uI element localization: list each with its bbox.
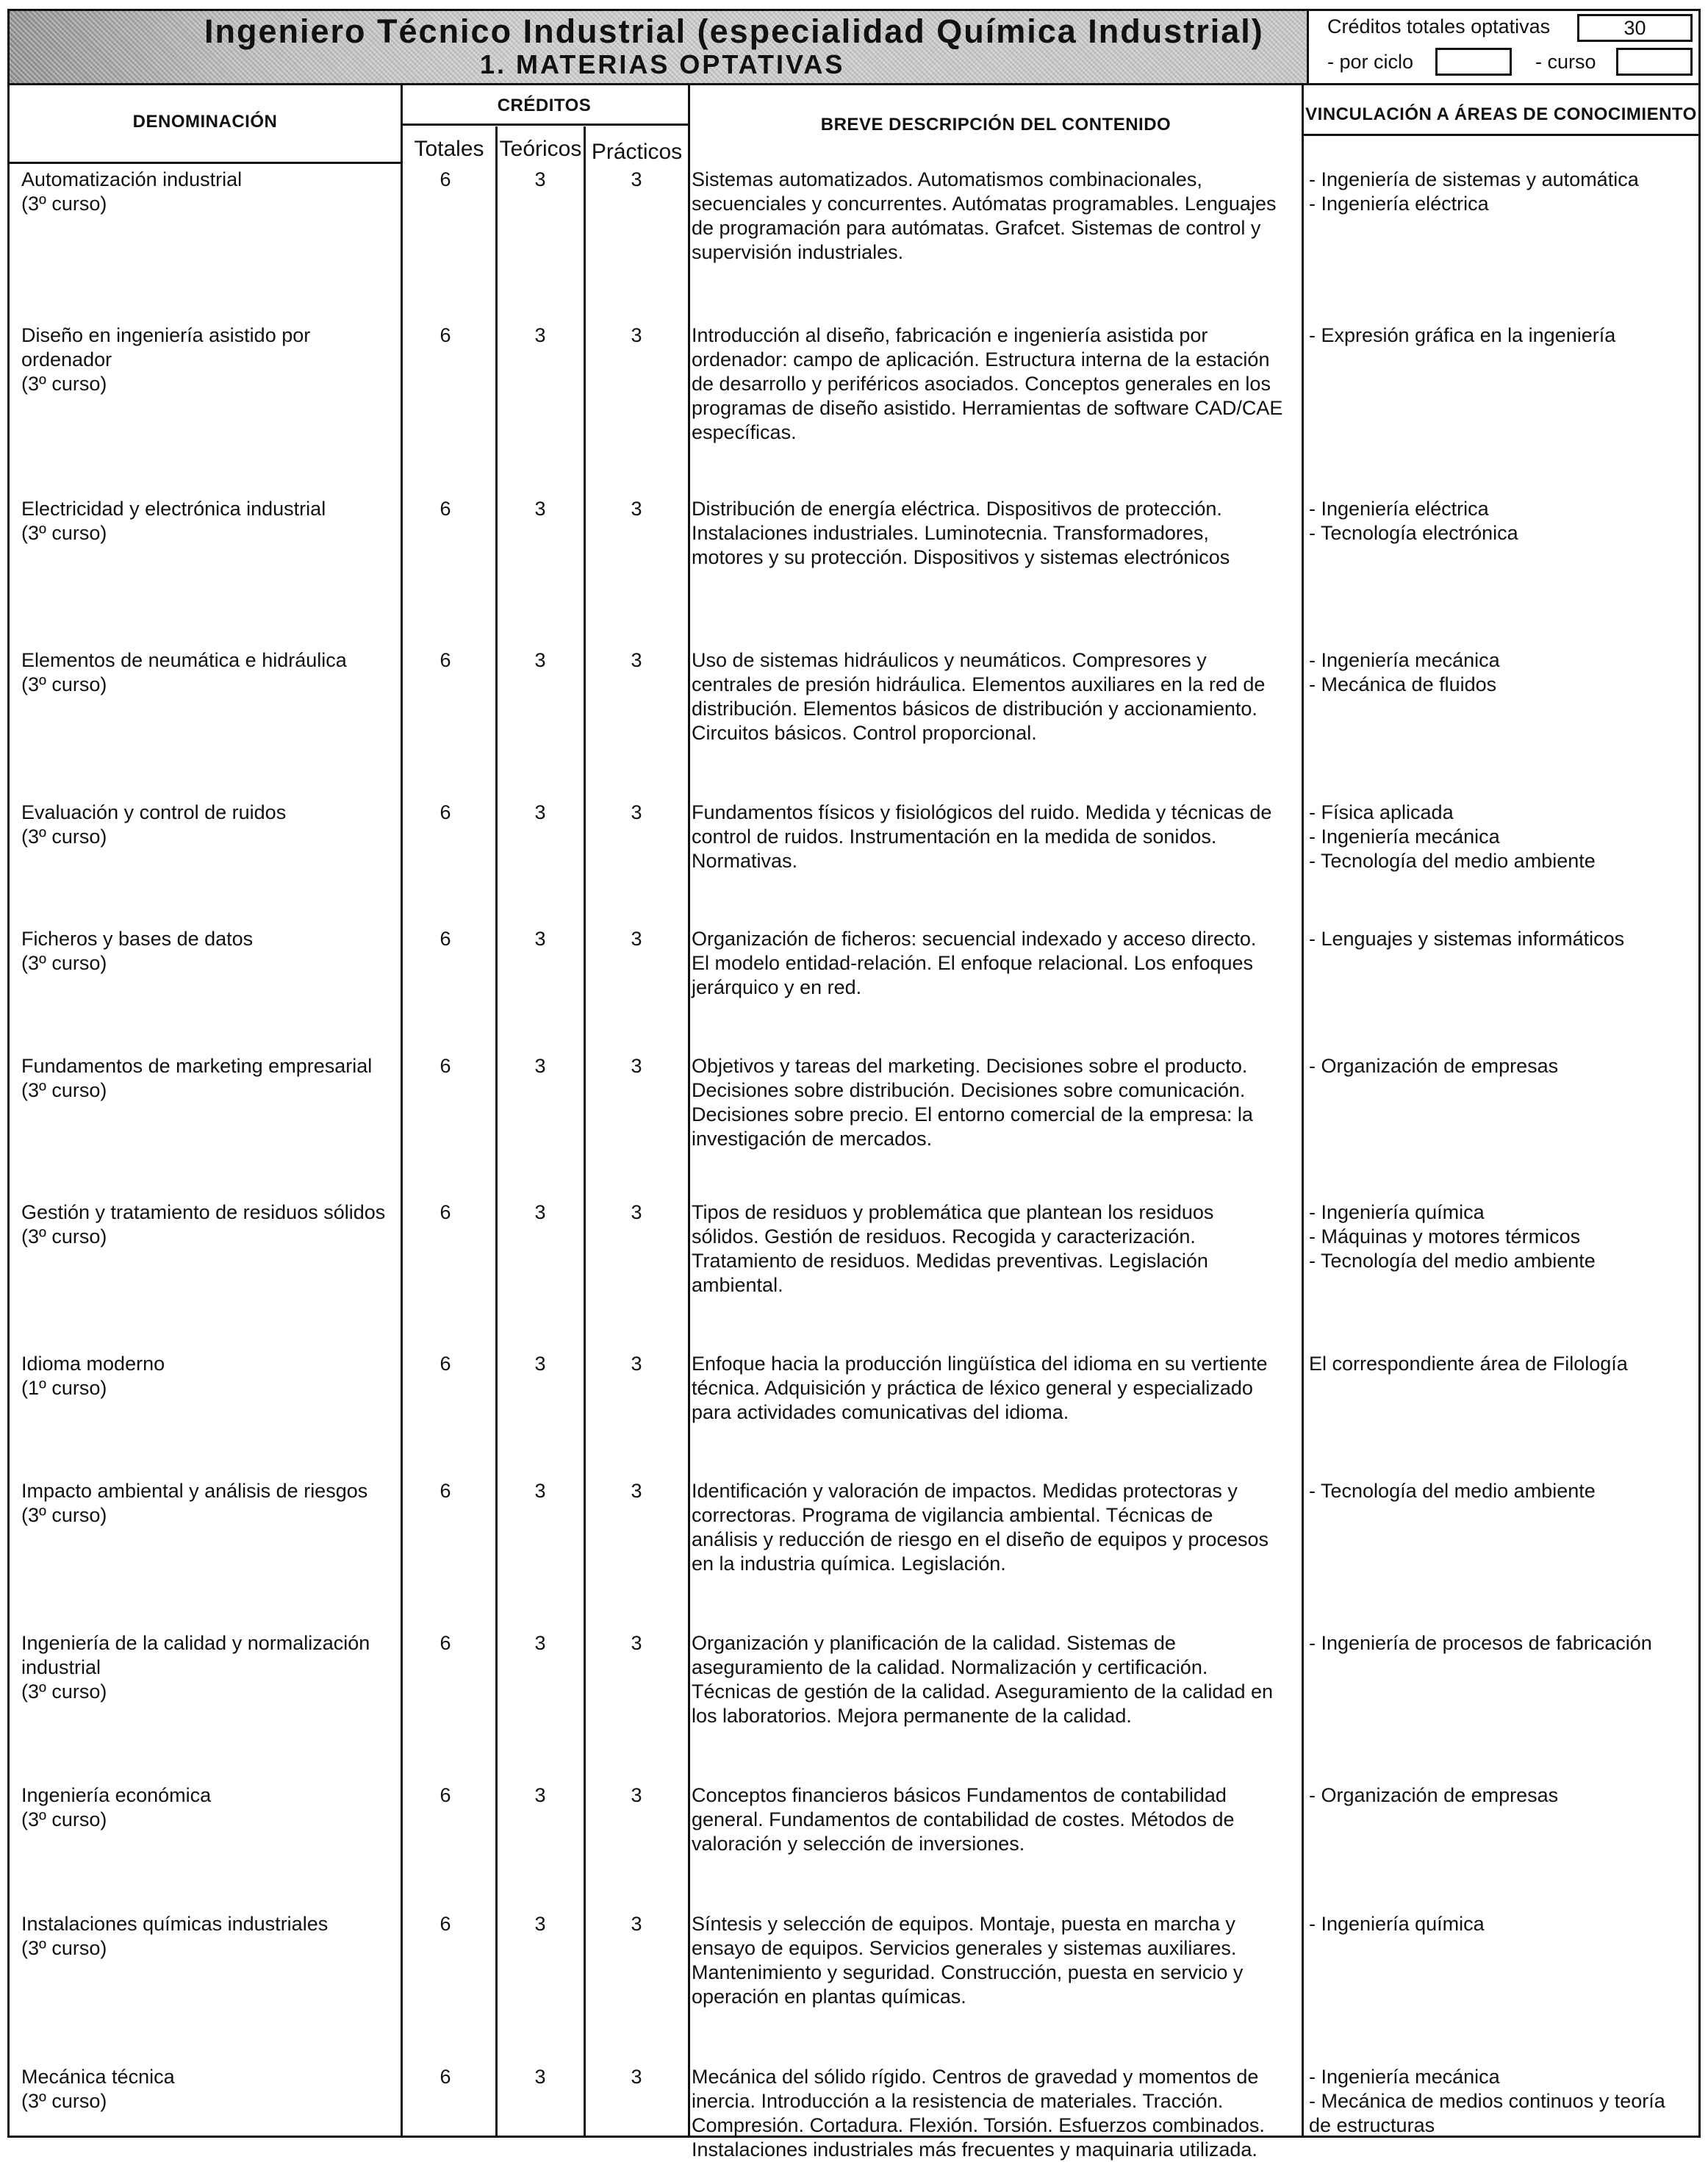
subject-name — [21, 1352, 403, 1400]
knowledge-area-item: - Máquinas y motores térmicos — [1309, 1225, 1581, 1248]
description-line: ordenador: campo de aplicación. Estructura interna de la estación — [692, 348, 1270, 371]
subject-name — [21, 927, 403, 976]
subject-curso: (3º curso) — [21, 952, 107, 974]
description-line: Instalaciones industriales más frecuentes y maquinaria utilizada. — [692, 2138, 1257, 2161]
description-line: motores y su protección. Dispositivos y sistemas electrónicos — [692, 546, 1230, 568]
description-line: los laboratorios. Mejora permanente de la calidad. — [692, 1705, 1132, 1727]
creditos-teoricos: 3 — [534, 1353, 546, 1375]
curso-label: - curso — [1535, 51, 1596, 73]
knowledge-area-item: de estructuras — [1309, 2114, 1435, 2136]
creditos-teoricos: 3 — [534, 1632, 546, 1654]
subject-curso: (1º curso) — [21, 1377, 107, 1399]
knowledge-area-item: - Ingeniería química — [1309, 1201, 1485, 1223]
subject-curso: (3º curso) — [21, 522, 107, 544]
description-line: Fundamentos físicos y fisiológicos del ruido. Medida y técnicas de — [692, 801, 1272, 823]
subject-name — [21, 1479, 403, 1528]
col-divider — [495, 126, 498, 2136]
knowledge-areas — [1309, 648, 1691, 697]
description-line: Tipos de residuos y problemática que plantean los residuos — [692, 1201, 1214, 1223]
description-line: programas de diseño asistido. Herramientas de software CAD/CAE — [692, 397, 1283, 419]
creditos-teoricos: 3 — [534, 1913, 546, 1935]
subject-name — [21, 1631, 403, 1704]
description-line: secuenciales y concurrentes. Autómatas programables. Lenguajes — [692, 193, 1277, 215]
creditos-totales: 6 — [439, 801, 451, 823]
description-line: control de ruidos. Instrumentación en la medida de sonidos. — [692, 826, 1217, 848]
document-title: Ingeniero Técnico Industrial (especialidad Química Industrial) — [204, 12, 1264, 50]
description-line: Organización de ficheros: secuencial indexado y acceso directo. — [692, 928, 1257, 950]
subject-curso: (3º curso) — [21, 373, 107, 395]
document-page — [7, 9, 1701, 2161]
creditos-totales: 6 — [439, 1913, 451, 1935]
description-line: Instalaciones industriales. Luminotecnia. Transformadores, — [692, 522, 1209, 544]
creditos-practicos: 3 — [631, 1480, 642, 1502]
knowledge-area-item: - Ingeniería mecánica — [1309, 649, 1500, 671]
description-line: Decisiones sobre precio. El entorno comercial de la empresa: la — [692, 1103, 1253, 1125]
description-line: ensayo de equipos. Servicios generales y sistemas auxiliares. — [692, 1937, 1237, 1959]
description-line: Mantenimiento y seguridad. Construcción, puesta en servicio y — [692, 1961, 1244, 1983]
subject-name — [21, 801, 403, 849]
description-line: ambiental. — [692, 1274, 783, 1296]
subject-curso: (3º curso) — [21, 1079, 107, 1101]
knowledge-area-item: - Ingeniería eléctrica — [1309, 498, 1489, 520]
knowledge-area-item: - Organización de empresas — [1309, 1055, 1559, 1077]
subject-name-line: industrial — [21, 1656, 101, 1678]
description-line: Distribución de energía eléctrica. Dispositivos de protección. — [692, 498, 1222, 520]
description-line: Uso de sistemas hidráulicos y neumáticos. Compresores y — [692, 649, 1207, 671]
subject-name — [21, 1200, 403, 1249]
subject-name-line: Fundamentos de marketing empresarial — [21, 1055, 373, 1077]
header-rule — [10, 162, 401, 164]
subject-name-line: Electricidad y electrónica industrial — [21, 498, 326, 520]
column-header-denominacion: DENOMINACIÓN — [132, 112, 278, 132]
knowledge-areas — [1309, 497, 1691, 545]
subject-description — [692, 168, 1294, 265]
description-line: general. Fundamentos de contabilidad de costes. Métodos de — [692, 1808, 1235, 1830]
creditos-practicos: 3 — [631, 801, 642, 823]
description-line: supervisión industriales. — [692, 241, 904, 263]
subject-curso: (3º curso) — [21, 2090, 107, 2112]
knowledge-areas — [1309, 1054, 1691, 1078]
creditos-practicos: 3 — [631, 1055, 642, 1077]
creditos-practicos: 3 — [631, 2066, 642, 2088]
description-line: Síntesis y selección de equipos. Montaje, puesta en marcha y — [692, 1913, 1235, 1935]
description-line: de desarrollo y periféricos asociados. Conceptos generales en los — [692, 373, 1271, 395]
subject-name-line: Ficheros y bases de datos — [21, 928, 254, 950]
subject-name-line: Automatización industrial — [21, 168, 243, 190]
description-line: distribución. Elementos básicos de distribución y accionamiento. — [692, 698, 1257, 720]
por-ciclo-label: - por ciclo — [1327, 51, 1414, 73]
description-line: Mecánica del sólido rígido. Centros de gravedad y momentos de — [692, 2066, 1259, 2088]
description-line: sólidos. Gestión de residuos. Recogida y caracterización. — [692, 1225, 1196, 1248]
subject-name — [21, 648, 403, 697]
subject-name — [21, 1783, 403, 1832]
creditos-practicos: 3 — [631, 498, 642, 520]
creditos-totales: 6 — [439, 1055, 451, 1077]
description-line: Organización y planificación de la calidad. Sistemas de — [692, 1632, 1176, 1654]
subjects-table — [7, 85, 1701, 2161]
description-line: jerárquico y en red. — [692, 976, 862, 998]
description-line: investigación de mercados. — [692, 1128, 933, 1150]
knowledge-area-item: - Lenguajes y sistemas informáticos — [1309, 928, 1625, 950]
creditos-practicos: 3 — [631, 928, 642, 950]
knowledge-area-item: - Física aplicada — [1309, 801, 1454, 823]
knowledge-areas — [1309, 1631, 1691, 1655]
description-line: Introducción al diseño, fabricación e ingeniería asistida por — [692, 324, 1208, 346]
creditos-teoricos: 3 — [534, 1201, 546, 1223]
column-header-totales: Totales — [414, 137, 484, 161]
description-line: en la industria química. Legislación. — [692, 1553, 1006, 1575]
creditos-practicos: 3 — [631, 1913, 642, 1935]
description-line: específicas. — [692, 421, 797, 443]
description-line: Técnicas de gestión de la calidad. Aseguramiento de la calidad en — [692, 1680, 1274, 1703]
knowledge-area-item: - Organización de empresas — [1309, 1784, 1559, 1806]
description-line: análisis y reducción de riesgo en el diseño de equipos y procesos — [692, 1528, 1269, 1550]
knowledge-area-item: - Ingeniería de sistemas y automática — [1309, 168, 1639, 190]
subject-curso: (3º curso) — [21, 1808, 107, 1830]
knowledge-area-item: - Ingeniería química — [1309, 1913, 1485, 1935]
description-line: Tratamiento de residuos. Medidas preventivas. Legislación — [692, 1250, 1208, 1272]
section-title: 1. MATERIAS OPTATIVAS — [480, 49, 845, 79]
knowledge-area-item: - Tecnología del medio ambiente — [1309, 1480, 1596, 1502]
creditos-totales: 6 — [439, 2066, 451, 2088]
subject-name-line: Idioma moderno — [21, 1353, 165, 1375]
creditos-practicos: 3 — [631, 1201, 642, 1223]
subject-curso: (3º curso) — [21, 1680, 107, 1703]
subject-description — [692, 2065, 1294, 2162]
subject-name-line: Evaluación y control de ruidos — [21, 801, 287, 823]
subject-name — [21, 168, 403, 216]
subject-curso: (3º curso) — [21, 673, 107, 695]
por-ciclo-value — [1435, 48, 1512, 76]
creditos-teoricos: 3 — [534, 649, 546, 671]
creditos-teoricos: 3 — [534, 168, 546, 190]
subject-description — [692, 927, 1294, 1000]
subject-name — [21, 1912, 403, 1961]
subject-description — [692, 1352, 1294, 1425]
knowledge-areas — [1309, 801, 1691, 873]
title-banner — [10, 11, 1309, 83]
creditos-teoricos: 3 — [534, 1784, 546, 1806]
knowledge-areas — [1309, 2065, 1691, 2138]
col-divider — [1302, 85, 1304, 2136]
creditos-totales: 6 — [439, 649, 451, 671]
subject-curso: (3º curso) — [21, 1225, 107, 1248]
subject-description — [692, 1054, 1294, 1151]
creditos-teoricos: 3 — [534, 928, 546, 950]
creditos-teoricos: 3 — [534, 801, 546, 823]
knowledge-areas — [1309, 323, 1691, 348]
knowledge-area-item: El correspondiente área de Filología — [1309, 1353, 1628, 1375]
col-divider — [688, 85, 690, 2136]
subject-description — [692, 323, 1294, 445]
subject-curso: (3º curso) — [21, 1504, 107, 1526]
subject-name — [21, 323, 403, 396]
creditos-teoricos: 3 — [534, 1055, 546, 1077]
knowledge-area-item: - Ingeniería mecánica — [1309, 2066, 1500, 2088]
description-line: operación en plantas químicas. — [692, 1986, 966, 2008]
description-line: de programación para autómatas. Grafcet. Sistemas de control y — [692, 217, 1261, 239]
description-line: El modelo entidad-relación. El enfoque relacional. Los enfoques — [692, 952, 1254, 974]
column-header-creditos: CRÉDITOS — [497, 96, 592, 115]
description-line: inercia. Introducción a la resistencia de materiales. Tracción. — [692, 2090, 1224, 2112]
subject-description — [692, 497, 1294, 570]
subject-description — [692, 801, 1294, 873]
column-header-teoricos: Teóricos — [499, 137, 582, 161]
creditos-totales-label: Créditos totales optativas — [1327, 15, 1551, 37]
creditos-totales: 6 — [439, 1784, 451, 1806]
creditos-totales: 6 — [439, 928, 451, 950]
creditos-totales: 6 — [439, 1480, 451, 1502]
knowledge-areas — [1309, 1200, 1691, 1273]
description-line: centrales de presión hidráulica. Elementos auxiliares en la red de — [692, 673, 1266, 695]
knowledge-area-item: - Expresión gráfica en la ingeniería — [1309, 324, 1616, 346]
creditos-totales: 6 — [439, 498, 451, 520]
knowledge-areas — [1309, 1912, 1691, 1936]
credits-summary — [1309, 11, 1698, 83]
subject-name-line: Mecánica técnica — [21, 2066, 175, 2088]
subject-name-line: Ingeniería de la calidad y normalización — [21, 1632, 370, 1654]
subject-description — [692, 1912, 1294, 2009]
description-line: para actividades comunicativas del idioma. — [692, 1401, 1069, 1423]
column-header-descripcion: BREVE DESCRIPCIÓN DEL CONTENIDO — [820, 115, 1171, 135]
creditos-practicos: 3 — [631, 168, 642, 190]
creditos-teoricos: 3 — [534, 498, 546, 520]
creditos-practicos: 3 — [631, 1353, 642, 1375]
description-line: valoración y selección de inversiones. — [692, 1833, 1025, 1855]
curso-value — [1616, 48, 1693, 76]
description-line: Conceptos financieros básicos Fundamentos de contabilidad — [692, 1784, 1227, 1806]
knowledge-areas — [1309, 1352, 1691, 1376]
subject-curso: (3º curso) — [21, 193, 107, 215]
creditos-totales: 6 — [439, 324, 451, 346]
knowledge-areas — [1309, 168, 1691, 216]
subject-name — [21, 2065, 403, 2113]
creditos-totales-value: 30 — [1577, 14, 1693, 42]
creditos-teoricos: 3 — [534, 324, 546, 346]
description-line: Decisiones sobre distribución. Decisiones sobre comunicación. — [692, 1079, 1246, 1101]
subject-name-line: Ingeniería económica — [21, 1784, 212, 1806]
subject-curso: (3º curso) — [21, 826, 107, 848]
description-line: Sistemas automatizados. Automatismos combinacionales, — [692, 168, 1202, 190]
col-divider — [584, 126, 586, 2136]
subject-description — [692, 648, 1294, 745]
description-line: técnica. Adquisición y práctica de léxico general y especializado — [692, 1377, 1253, 1399]
knowledge-areas — [1309, 927, 1691, 951]
subject-description — [692, 1200, 1294, 1297]
knowledge-area-item: - Ingeniería de procesos de fabricación — [1309, 1632, 1652, 1654]
subject-name — [21, 497, 403, 545]
creditos-teoricos: 3 — [534, 2066, 546, 2088]
creditos-totales: 6 — [439, 1632, 451, 1654]
knowledge-areas — [1309, 1479, 1691, 1503]
description-line: Enfoque hacia la producción lingüística del idioma en su vertiente — [692, 1353, 1268, 1375]
knowledge-area-item: - Ingeniería mecánica — [1309, 826, 1500, 848]
description-line: Objetivos y tareas del marketing. Decisiones sobre el producto. — [692, 1055, 1248, 1077]
subject-curso: (3º curso) — [21, 1937, 107, 1959]
description-line: aseguramiento de la calidad. Normalización y certificación. — [692, 1656, 1208, 1678]
knowledge-area-item: - Tecnología electrónica — [1309, 522, 1518, 544]
subject-name-line: Gestión y tratamiento de residuos sólidos — [21, 1201, 386, 1223]
subject-name-line: Elementos de neumática e hidráulica — [21, 649, 347, 671]
subject-name-line: Impacto ambiental y análisis de riesgos — [21, 1480, 368, 1502]
subject-name-line: ordenador — [21, 348, 112, 371]
knowledge-area-item: - Ingeniería eléctrica — [1309, 193, 1489, 215]
creditos-practicos: 3 — [631, 1632, 642, 1654]
subject-description — [692, 1479, 1294, 1576]
subject-name — [21, 1054, 403, 1103]
creditos-totales: 6 — [439, 168, 451, 190]
knowledge-area-item: - Tecnología del medio ambiente — [1309, 1250, 1596, 1272]
knowledge-area-item: - Tecnología del medio ambiente — [1309, 850, 1596, 872]
subject-name-line: Instalaciones químicas industriales — [21, 1913, 329, 1935]
knowledge-areas — [1309, 1783, 1691, 1808]
knowledge-area-item: - Mecánica de medios continuos y teoría — [1309, 2090, 1665, 2112]
header-rule — [401, 124, 688, 126]
creditos-practicos: 3 — [631, 324, 642, 346]
description-line: Compresión. Cortadura. Flexión. Torsión. Esfuerzos combinados. — [692, 2114, 1265, 2136]
subject-name-line: Diseño en ingeniería asistido por — [21, 324, 311, 346]
knowledge-area-item: - Mecánica de fluidos — [1309, 673, 1497, 695]
column-header-vinculacion: VINCULACIÓN A ÁREAS DE CONOCIMIENTO — [1305, 104, 1697, 124]
creditos-totales: 6 — [439, 1353, 451, 1375]
description-line: Circuitos básicos. Control proporcional. — [692, 722, 1037, 744]
description-line: Normativas. — [692, 850, 798, 872]
subject-description — [692, 1783, 1294, 1856]
description-line: Identificación y valoración de impactos. Medidas protectoras y — [692, 1480, 1238, 1502]
creditos-practicos: 3 — [631, 1784, 642, 1806]
column-header-practicos: Prácticos — [591, 140, 683, 164]
subject-description — [692, 1631, 1294, 1728]
creditos-practicos: 3 — [631, 649, 642, 671]
description-line: correctoras. Programa de vigilancia ambiental. Técnicas de — [692, 1504, 1213, 1526]
document-header — [7, 9, 1701, 85]
creditos-teoricos: 3 — [534, 1480, 546, 1502]
creditos-totales: 6 — [439, 1201, 451, 1223]
header-rule — [1302, 134, 1698, 136]
